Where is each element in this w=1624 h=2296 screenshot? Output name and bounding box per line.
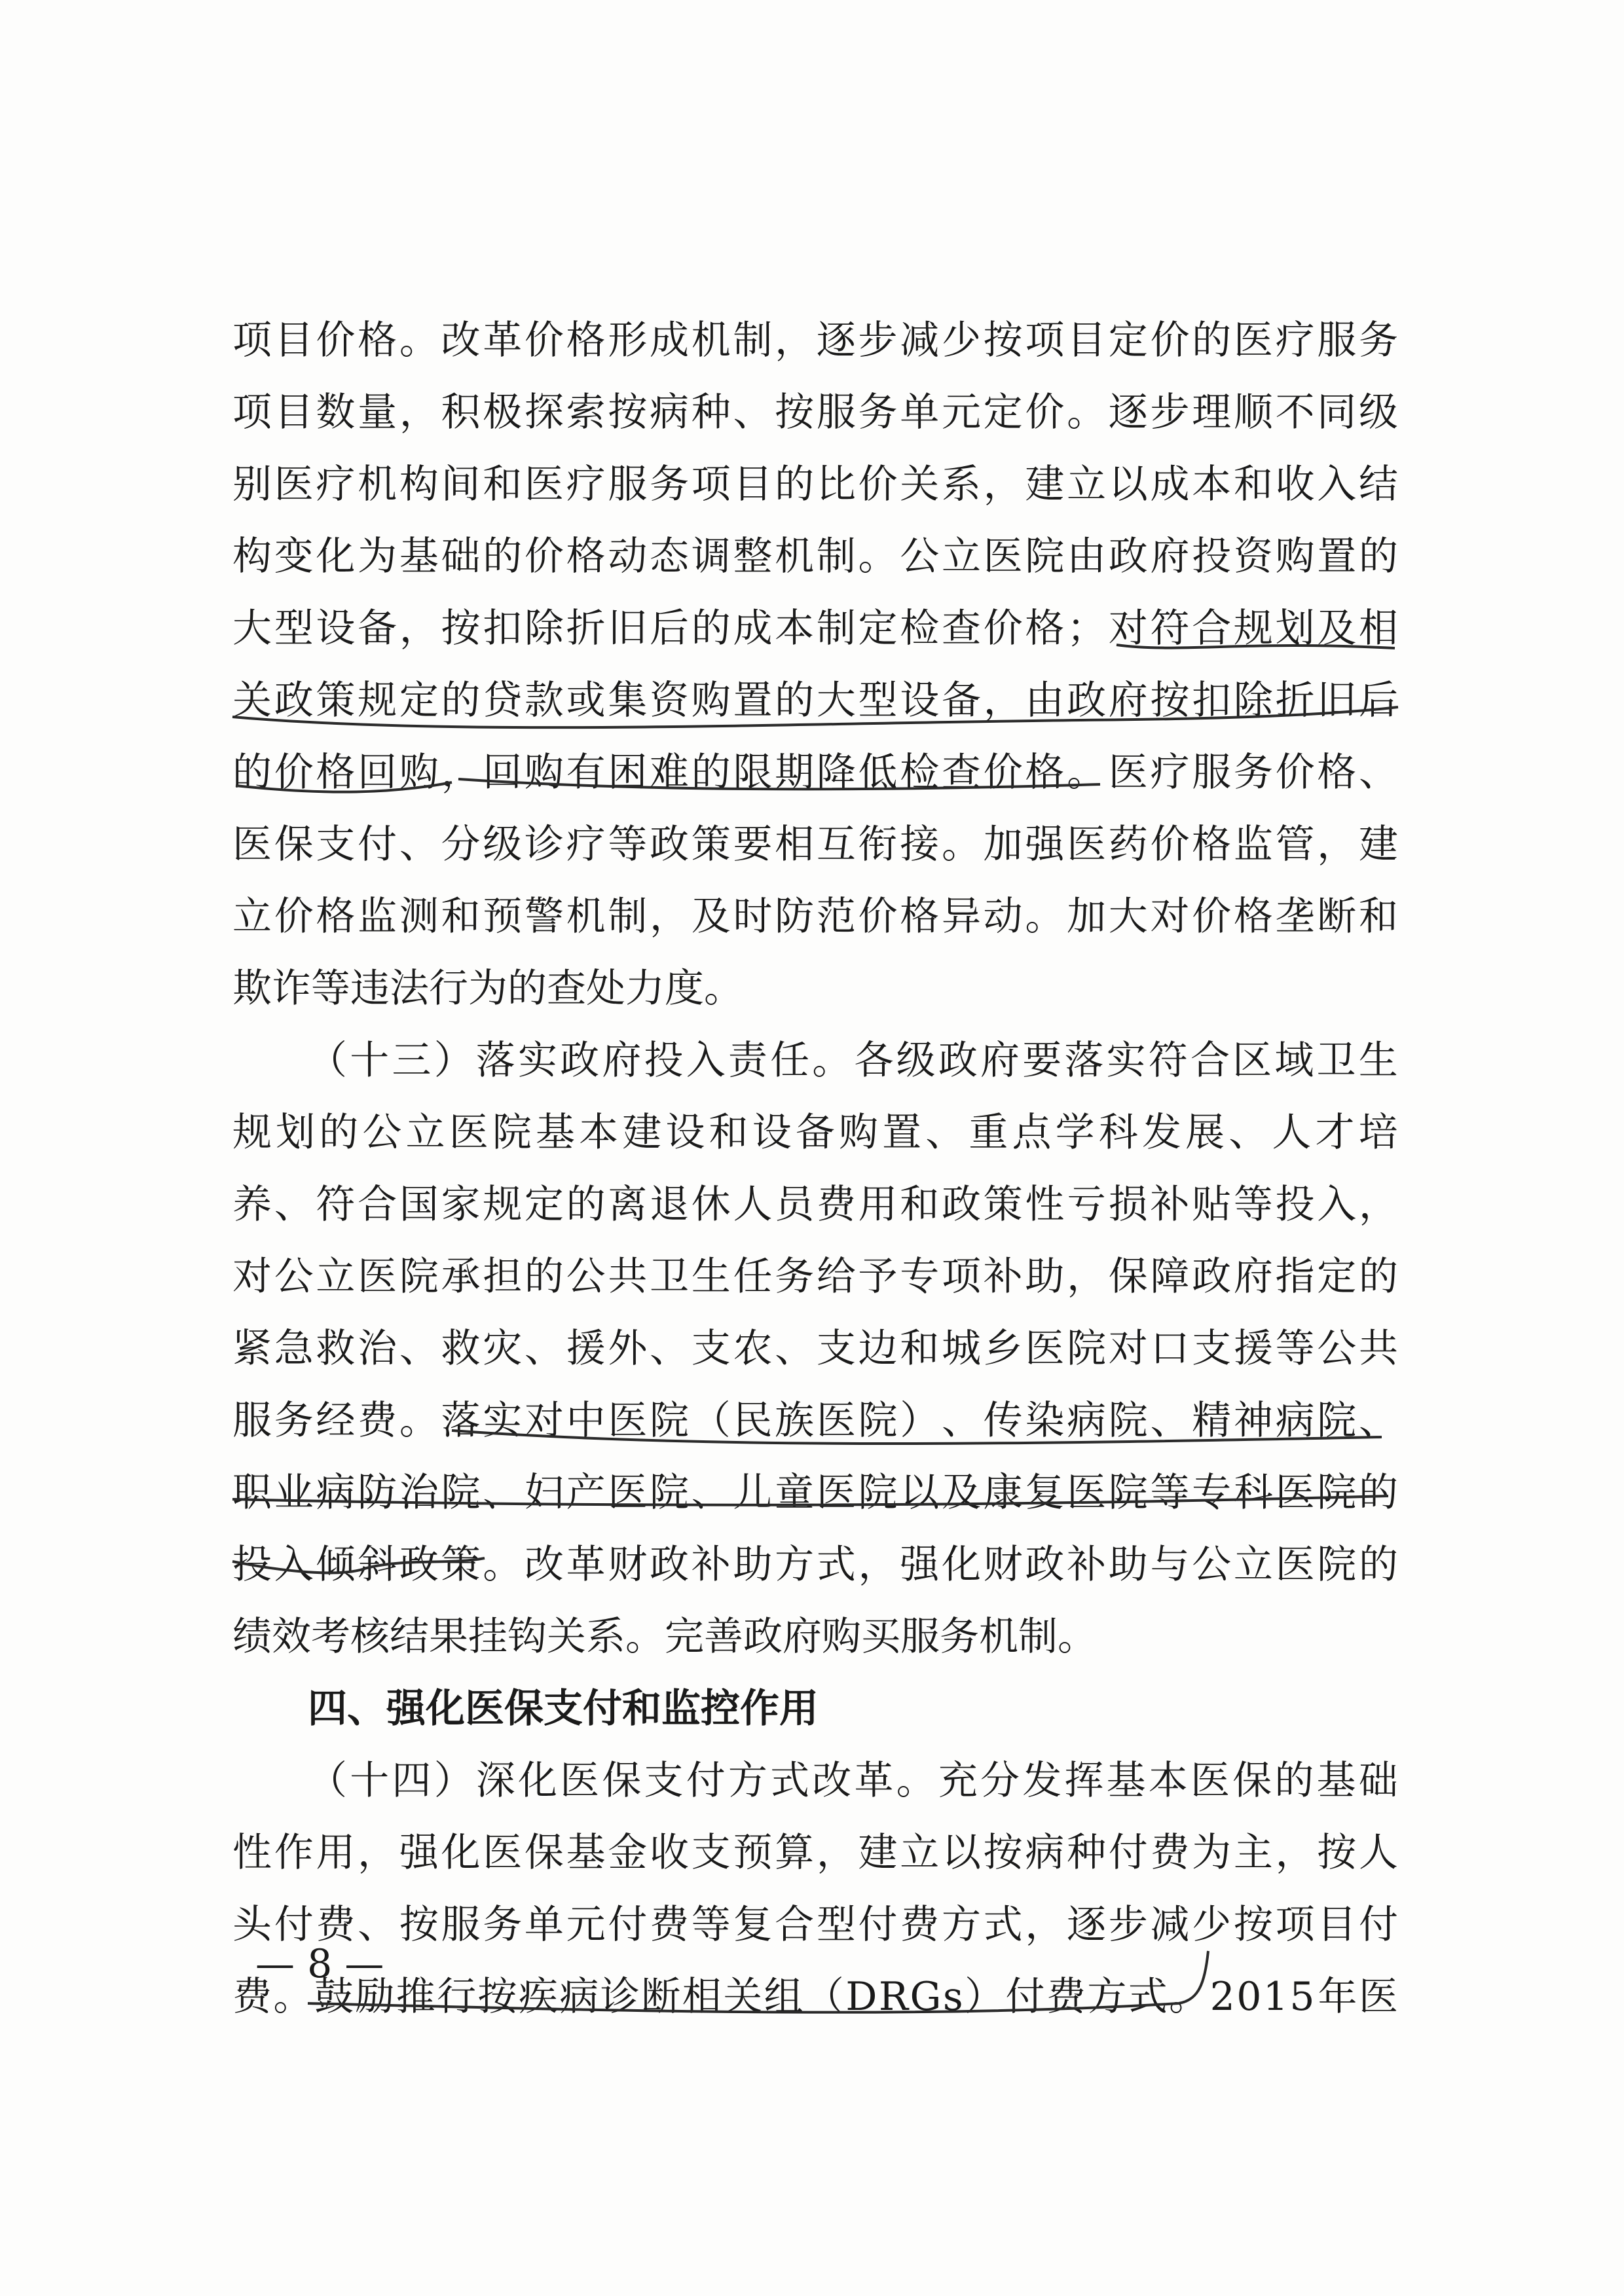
text-line: 立 价 格 监 测 和 预 警 机 制 ， 及 时 防 范 价 格 异 动 。 加 大 对 价 格 垄 断 和 [232,894,1398,939]
text-line: 构 变 化 为 基 础 的 价 格 动 态 调 整 机 制 。 公 立 医 院 由 政 府 投 资 购 置 的 [232,534,1398,579]
text-line: 的 价 格 回 购 ， 回 购 有 困 难 的 限 期 降 低 检 查 价 格 。 医 疗 服 务 价 格 、 [232,750,1398,795]
text-line: 头 付 费 、 按 服 务 单 元 付 费 等 复 合 型 付 费 方 式 ， 逐 步 减 少 按 项 目 付 [232,1902,1398,1948]
text-line: 绩效考核结果挂钩关系。完善政府购买服务机制。 [232,1614,1097,1660]
text-line: 欺诈等违法行为的查处力度。 [232,966,743,1011]
text-line: 职 业 病 防 治 院 、 妇 产 医 院 、 儿 童 医 院 以 及 康 复 医 院 等 专 科 医 院 的 [232,1470,1398,1516]
text-line: 别 医 疗 机 构 间 和 医 疗 服 务 项 目 的 比 价 关 系 ， 建 立 以 成 本 和 收 入 结 [232,462,1398,507]
text-line: （ 十 四 ） 深 化 医 保 支 付 方 式 改 革 。 充 分 发 挥 基 本 医 保 的 基 础 [308,1758,1398,1804]
text-line: 大 型 设 备 ， 按 扣 除 折 旧 后 的 成 本 制 定 检 查 价 格 ； 对 符 合 规 划 及 相 [232,606,1398,651]
text-line: 养 、 符 合 国 家 规 定 的 离 退 休 人 员 费 用 和 政 策 性 亏 损 补 贴 等 投 入 ， [232,1182,1398,1228]
text-line: 关 政 策 规 定 的 贷 款 或 集 资 购 置 的 大 型 设 备 ， 由 政 府 按 扣 除 折 旧 后 [232,678,1398,723]
page-number: — 8 — [255,1941,384,1987]
text-line: 费 。 鼓 励 推 行 按 疾 病 诊 断 相 关 组 （ D R G s ） 付 费 方 式 。 2 0 1 5 年 医 [232,1974,1398,2020]
text-line: 性 作 用 ， 强 化 医 保 基 金 收 支 预 算 ， 建 立 以 按 病 种 付 费 为 主 ， 按 人 [232,1830,1398,1876]
section-heading: 四、强化医保支付和监控作用 [308,1686,819,1732]
text-line: 医 保 支 付 、 分 级 诊 疗 等 政 策 要 相 互 衔 接 。 加 强 医 药 价 格 监 管 ， 建 [232,822,1398,867]
text-line: 对 公 立 医 院 承 担 的 公 共 卫 生 任 务 给 予 专 项 补 助 ， 保 障 政 府 指 定 的 [232,1254,1398,1300]
text-line: 项 目 价 格 。 改 革 价 格 形 成 机 制 ， 逐 步 减 少 按 项 目 定 价 的 医 疗 服 务 [232,318,1398,363]
text-line: 项 目 数 量 ， 积 极 探 索 按 病 种 、 按 服 务 单 元 定 价 。 逐 步 理 顺 不 同 级 [232,390,1398,435]
text-line: 服 务 经 费 。 落 实 对 中 医 院 （ 民 族 医 院 ） 、 传 染 病 院 、 精 神 病 院 、 [232,1398,1398,1444]
text-line: 投 入 倾 斜 政 策 。 改 革 财 政 补 助 方 式 ， 强 化 财 政 补 助 与 公 立 医 院 的 [232,1542,1398,1588]
text-line: 紧 急 救 治 、 救 灾 、 援 外 、 支 农 、 支 边 和 城 乡 医 院 对 口 支 援 等 公 共 [232,1326,1398,1372]
text-line: （ 十 三 ） 落 实 政 府 投 入 责 任 。 各 级 政 府 要 落 实 符 合 区 域 卫 生 [308,1038,1398,1084]
text-line: 规 划 的 公 立 医 院 基 本 建 设 和 设 备 购 置 、 重 点 学 科 发 展 、 人 才 培 [232,1110,1398,1156]
